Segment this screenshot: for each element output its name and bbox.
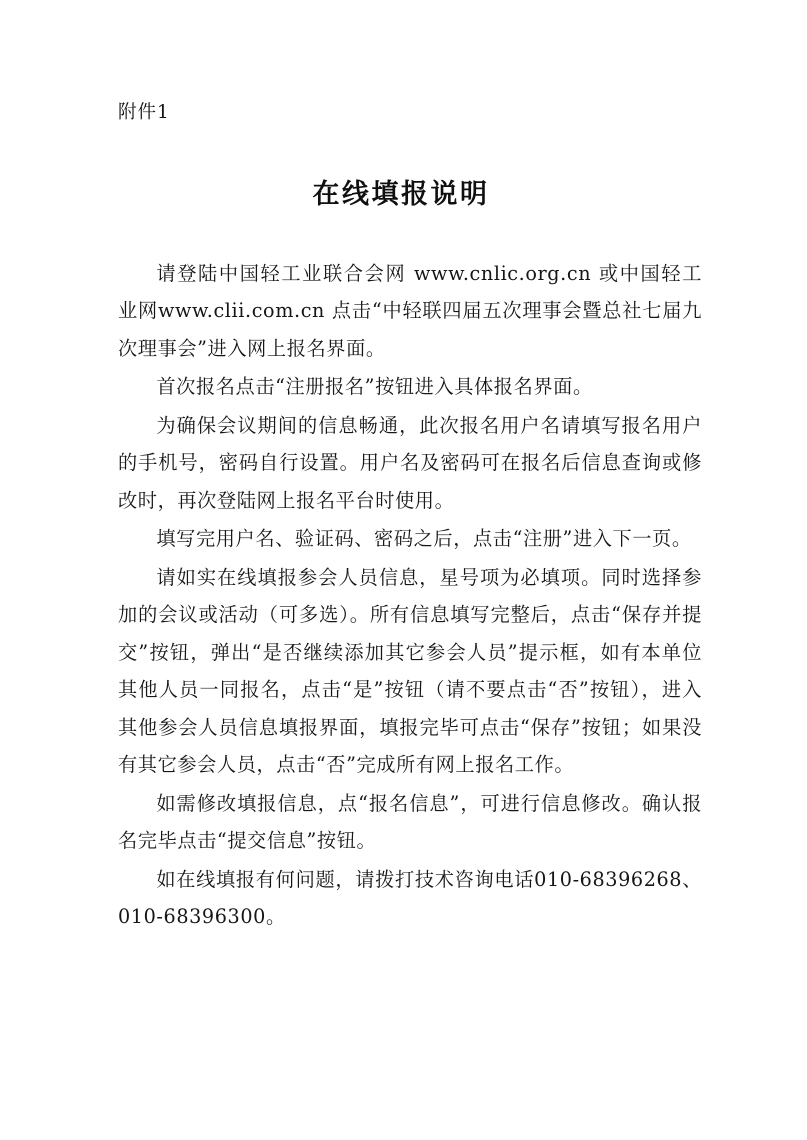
paragraph: 请登陆中国轻工业联合会网 www.cnlic.org.cn 或中国轻工业网www.clii.com.cn 点击“中轻联四届五次理事会暨总社七届九次理事会”进入网上报名界面。 — [118, 261, 702, 360]
paragraph: 如需修改填报信息，点“报名信息”，可进行信息修改。确认报名完毕点击“提交信息”按钮。 — [118, 791, 702, 853]
paragraph: 请如实在线填报参会人员信息，星号项为必填项。同时选择参加的会议或活动（可多选）。所有信息填写完整后，点击“保存并提交”按钮，弹出“是否继续添加其它参会人员”提示框，如有本单位其他人员一同报名，点击“是”按钮（请不要点击“否”按钮），进入其他参会人员信息填报界面，填报完毕可点击“保存”按钮；如果没有其它参会人员，点击“否”完成所有网上报名工作。 — [118, 565, 702, 777]
paragraph: 如在线填报有何问题，请拨打技术咨询电话010-68396268、010-68396300。 — [118, 867, 702, 929]
document-body — [118, 255, 702, 936]
paragraph: 填写完用户名、验证码、密码之后，点击“注册”进入下一页。 — [156, 527, 692, 551]
attachment-label: 附件1 — [118, 102, 170, 123]
paragraph: 为确保会议期间的信息畅通，此次报名用户名请填写报名用户的手机号，密码自行设置。用户名及密码可在报名后信息查询或修改时，再次登陆网上报名平台时使用。 — [118, 413, 702, 512]
paragraph: 首次报名点击“注册报名”按钮进入具体报名界面。 — [156, 375, 593, 399]
page-title: 在线填报说明 — [312, 178, 490, 210]
